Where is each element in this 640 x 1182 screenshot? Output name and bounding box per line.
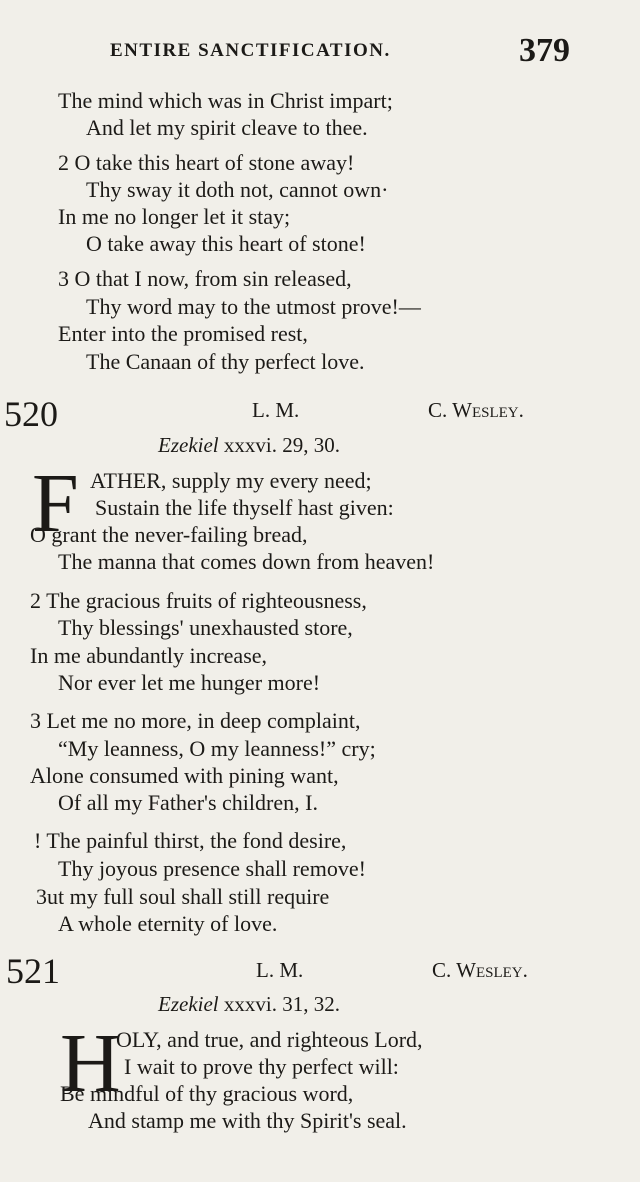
verse-line: ATHER, supply my every need;: [90, 468, 372, 493]
scripture-book: Ezekiel: [158, 992, 219, 1016]
verse-line: And let my spirit cleave to thee.: [86, 115, 368, 140]
drop-cap: H: [60, 1017, 121, 1110]
verse-line: A whole eternity of love.: [58, 911, 278, 936]
verse-line: The Canaan of thy perfect love.: [86, 349, 365, 374]
verse-line: 2 The gracious fruits of righteousness,: [30, 588, 367, 613]
verse-line: Nor ever let me hunger more!: [58, 670, 321, 695]
verse-line: I wait to prove thy perfect will:: [124, 1054, 399, 1079]
verse-line: Thy sway it doth not, cannot own·: [86, 177, 389, 202]
hymn-author: C. Wesley.: [432, 958, 528, 982]
scripture-chapter-verse: xxxvi. 29, 30.: [223, 433, 340, 457]
verse-line: 3 O that I now, from sin released,: [58, 266, 352, 291]
hymn-meter: L. M.: [252, 398, 300, 422]
running-title: ENTIRE SANCTIFICATION.: [110, 40, 391, 61]
verse-line: O take away this heart of stone!: [86, 231, 366, 256]
verse-line: The mind which was in Christ impart;: [58, 88, 393, 113]
verse-line: 2 O take this heart of stone away!: [58, 150, 355, 175]
verse-line: Sustain the life thyself hast given:: [95, 495, 394, 520]
verse-line: Thy word may to the utmost prove!—: [86, 294, 421, 319]
verse-line: Of all my Father's children, I.: [58, 790, 318, 815]
hymn-meter: L. M.: [256, 958, 304, 982]
verse-line: 3ut my full soul shall still require: [36, 884, 330, 909]
verse-line: OLY, and true, and righteous Lord,: [116, 1027, 423, 1052]
verse-line: O grant the never-failing bread,: [30, 522, 308, 547]
verse-line: And stamp me with thy Spirit's seal.: [88, 1108, 407, 1133]
verse-line: “My leanness, O my leanness!” cry;: [58, 736, 376, 761]
verse-line: Thy joyous presence shall remove!: [58, 856, 366, 881]
verse-line: Enter into the promised rest,: [58, 321, 308, 346]
verse-line: Thy blessings' unexhausted store,: [58, 615, 353, 640]
verse-line: In me no longer let it stay;: [58, 204, 291, 229]
scripture-reference: [158, 992, 340, 1017]
verse-line: Alone consumed with pining want,: [30, 763, 339, 788]
verse-line: ! The painful thirst, the fond desire,: [34, 828, 347, 853]
running-head: [110, 34, 570, 68]
hymn-number: 520: [4, 394, 58, 434]
drop-cap: F: [32, 457, 79, 550]
page-number: 379: [519, 32, 570, 69]
hymn-author: C. Wesley.: [428, 398, 524, 422]
verse-line: 3 Let me no more, in deep complaint,: [30, 708, 361, 733]
scripture-reference: [158, 433, 340, 458]
verse-line: The manna that comes down from heaven!: [58, 549, 435, 574]
scripture-book: Ezekiel: [158, 433, 219, 457]
hymn-number: 521: [6, 951, 60, 991]
verse-line: In me abundantly increase,: [30, 643, 268, 668]
verse-line: Be mindful of thy gracious word,: [60, 1081, 354, 1106]
scripture-chapter-verse: xxxvi. 31, 32.: [223, 992, 340, 1016]
